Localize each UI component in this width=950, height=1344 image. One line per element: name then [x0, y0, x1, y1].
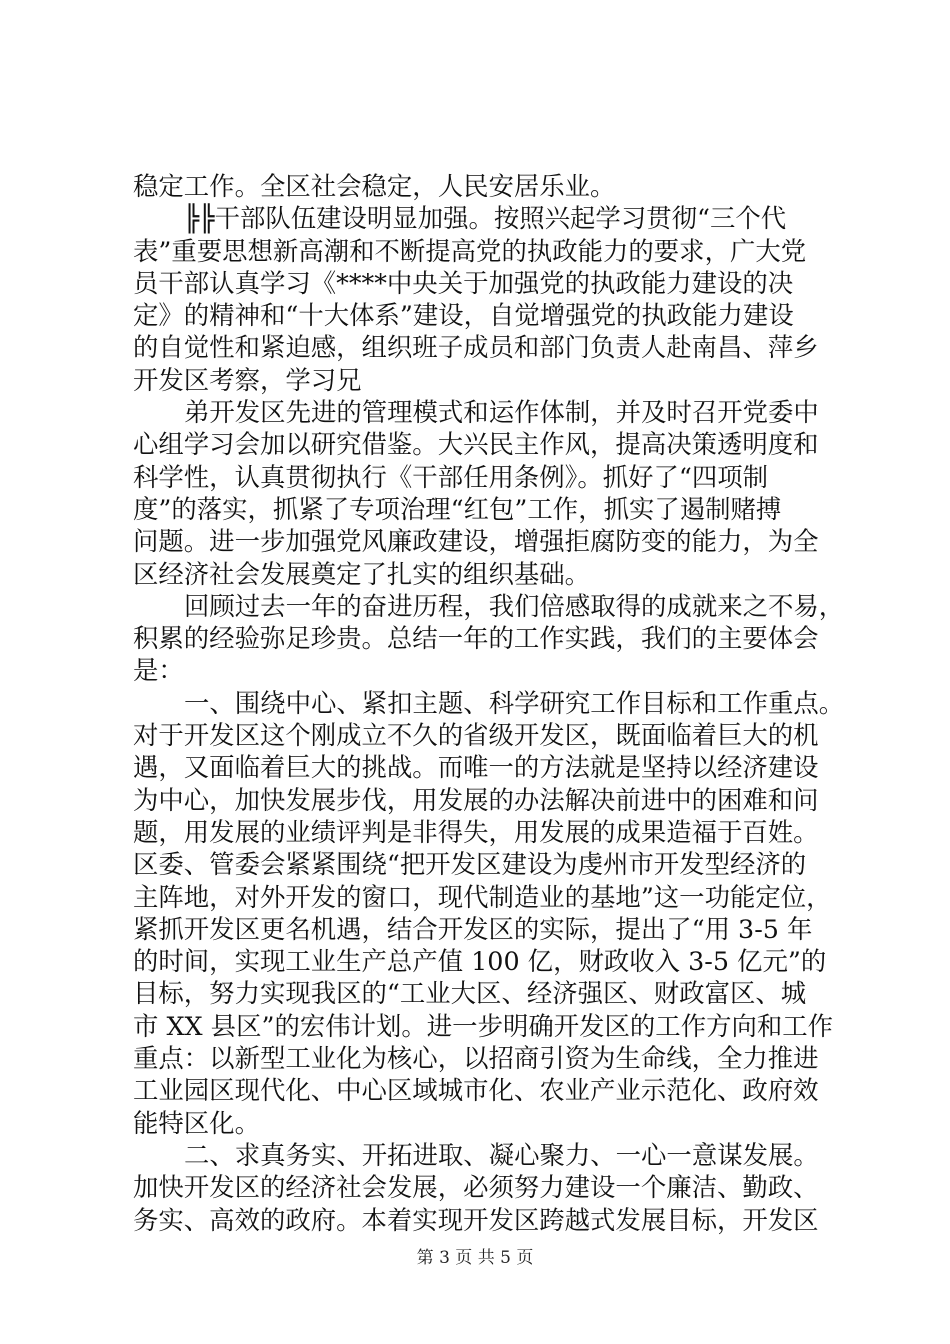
text-line: 的时间，实现工业生产总产值 100 亿，财政收入 3-5 亿元”的 [133, 946, 827, 977]
text-line: 二、求真务实、开拓进取、凝心聚力、一心一意谋发展。 [184, 1139, 819, 1170]
text-line: 区经济社会发展奠定了扎实的组织基础。 [133, 558, 591, 589]
text-line: 区委、管委会紧紧围绕“把开发区建设为虔州市开发型经济的 [133, 849, 807, 880]
text-line: 问题。进一步加强党风廉政建设，增强拒腐防变的能力，为全 [133, 526, 819, 557]
text-line: 弟开发区先进的管理模式和运作体制，并及时召开党委中 [184, 397, 819, 428]
text-line: 的自觉性和紧迫感，组织班子成员和部门负责人赴南昌、萍乡 [133, 332, 819, 363]
document-body [133, 170, 845, 1236]
text-line: 为中心，加快发展步伐，用发展的办法解决前进中的困难和问 [133, 784, 819, 815]
text-line: 一、围绕中心、紧扣主题、科学研究工作目标和工作重点。 [184, 687, 845, 718]
text-line: 回顾过去一年的奋进历程，我们倍感取得的成就来之不易， [184, 590, 845, 621]
page-footer: 第 3 页 共 5 页 [416, 1248, 534, 1268]
text-line: 定》的精神和“十大体系”建设，自觉增强党的执政能力建设 [133, 300, 794, 331]
text-line: 员干部认真学习《****中央关于加强党的执政能力建设的决 [133, 267, 794, 298]
text-line: 主阵地，对外开发的窗口，现代制造业的基地”这一功能定位， [133, 881, 832, 912]
text-line: 对于开发区这个刚成立不久的省级开发区，既面临着巨大的机 [133, 720, 819, 751]
text-line: 工业园区现代化、中心区域城市化、农业产业示范化、政府效 [133, 1075, 819, 1106]
text-line: 重点：以新型工业化为核心，以招商引资为生命线，全力推进 [133, 1043, 819, 1074]
text-line: 遇，又面临着巨大的挑战。而唯一的方法就是坚持以经济建设 [133, 752, 819, 783]
text-line: 紧抓开发区更名机遇，结合开发区的实际，提出了“用 3-5 年 [133, 913, 813, 944]
text-line: 积累的经验弥足珍贵。总结一年的工作实践，我们的主要体会 [133, 623, 819, 654]
text-line: 题，用发展的业绩评判是非得失，用发展的成果造福于百姓。 [133, 816, 819, 847]
text-line: 度”的落实，抓紧了专项治理“红包”工作，抓实了遏制赌搏 [133, 493, 782, 524]
text-line: 心组学习会加以研究借鉴。大兴民主作风，提高决策透明度和 [133, 429, 819, 460]
text-line: 能特区化。 [133, 1107, 260, 1138]
text-line: 市 XX 县区”的宏伟计划。进一步明确开发区的工作方向和工作 [133, 1010, 834, 1041]
text-line: 是： [133, 655, 184, 686]
text-line: 稳定工作。全区社会稳定，人民安居乐业。 [133, 171, 616, 201]
text-line: 科学性，认真贯彻执行《干部任用条例》。抓好了“四项制 [133, 461, 769, 492]
text-line: 务实、高效的政府。本着实现开发区跨越式发展目标，开发区 [133, 1204, 819, 1235]
text-line: 开发区考察，学习兄 [133, 364, 362, 395]
text-line: 加快开发区的经济社会发展，必须努力建设一个廉洁、勤政、 [133, 1172, 819, 1203]
text-line: 目标，努力实现我区的“工业大区、经济强区、财政富区、城 [133, 978, 807, 1009]
text-line: 表”重要思想新高潮和不断提高党的执政能力的要求，广大党 [133, 235, 807, 266]
text-line: ╠╠干部队伍建设明显加强。按照兴起学习贯彻“三个代 [184, 203, 787, 234]
